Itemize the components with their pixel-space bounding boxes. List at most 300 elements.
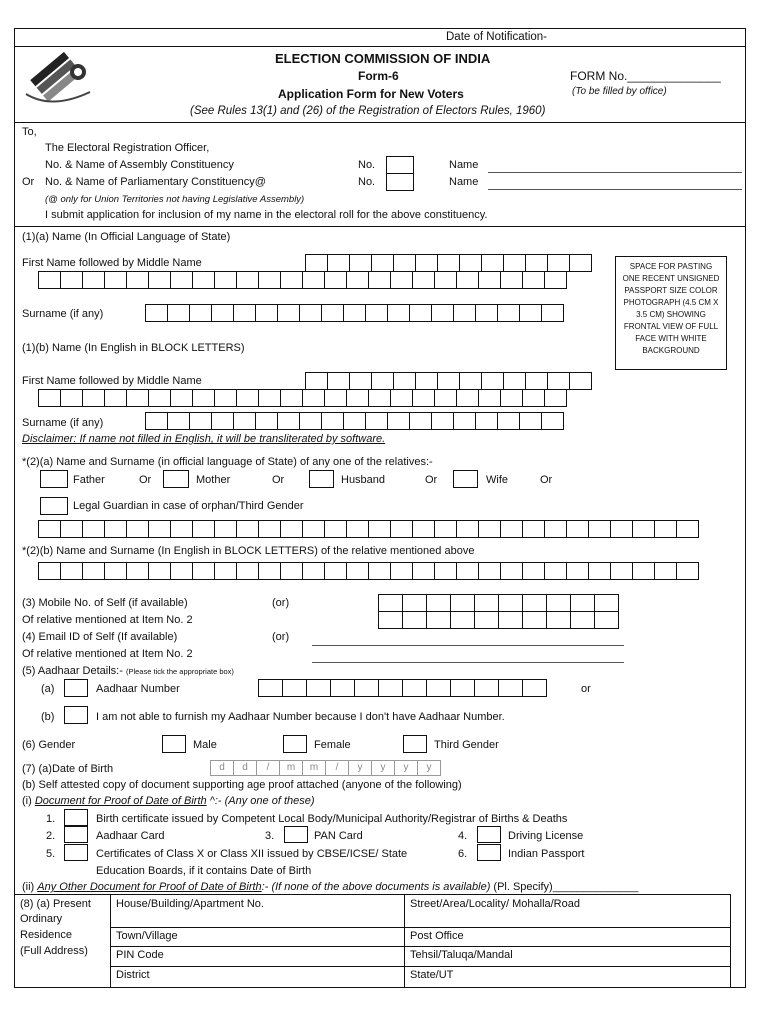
char-box[interactable] [324, 389, 347, 407]
char-box[interactable] [145, 412, 168, 430]
char-box[interactable] [522, 611, 547, 629]
char-box[interactable] [522, 594, 547, 612]
char-box[interactable] [478, 389, 501, 407]
char-box[interactable] [431, 304, 454, 322]
char-box[interactable] [390, 271, 413, 289]
char-box[interactable] [306, 679, 331, 697]
proof-item-2-checkbox[interactable] [64, 826, 88, 843]
proof-item-4-num: 4. [458, 830, 468, 842]
mobile-label: (3) Mobile No. of Self (if available) [22, 597, 188, 609]
char-box[interactable] [145, 304, 168, 322]
proof-item-5-continuation: Education Boards, if it contains Date of Birth [96, 865, 312, 877]
to-label: To, [22, 126, 37, 138]
char-box[interactable] [280, 562, 303, 580]
char-box[interactable] [368, 271, 391, 289]
char-box[interactable] [610, 520, 633, 538]
char-box[interactable] [258, 562, 281, 580]
char-box[interactable] [192, 520, 215, 538]
char-box[interactable] [500, 562, 523, 580]
residence-label-1: (8) (a) Present [20, 898, 91, 910]
char-box[interactable] [170, 562, 193, 580]
proof-item-3-checkbox[interactable] [284, 826, 308, 843]
char-box[interactable] [426, 594, 451, 612]
char-box[interactable] [519, 412, 542, 430]
char-box[interactable] [211, 412, 234, 430]
char-box[interactable] [82, 520, 105, 538]
char-box[interactable] [126, 389, 149, 407]
district-field[interactable]: District [116, 969, 150, 981]
char-box[interactable] [170, 389, 193, 407]
char-box[interactable] [354, 679, 379, 697]
dob-box[interactable]: d [233, 760, 257, 776]
char-box[interactable] [387, 412, 410, 430]
char-box[interactable] [378, 611, 403, 629]
self-attested-label: (b) Self attested copy of document supporting age proof attached (anyone of the following) [22, 779, 462, 791]
char-box[interactable] [38, 562, 61, 580]
char-box[interactable] [570, 611, 595, 629]
dob-box[interactable]: y [394, 760, 418, 776]
char-box[interactable] [321, 304, 344, 322]
email-relative-field[interactable] [312, 662, 624, 663]
char-box[interactable] [434, 389, 457, 407]
char-box[interactable] [255, 412, 278, 430]
other-proof-suffix: :- (If none of the above documents is available) [261, 881, 491, 893]
char-box[interactable] [167, 304, 190, 322]
char-box[interactable] [456, 520, 479, 538]
husband-checkbox[interactable] [309, 470, 334, 488]
name-english-heading: (1)(b) Name (In English in BLOCK LETTERS) [22, 342, 245, 354]
char-box[interactable] [450, 611, 475, 629]
char-box[interactable] [126, 520, 149, 538]
char-box[interactable] [38, 389, 61, 407]
char-box[interactable] [412, 520, 435, 538]
proof-item-6-label: Indian Passport [508, 848, 585, 860]
post-office-field[interactable]: Post Office [410, 930, 464, 942]
char-box[interactable] [258, 271, 281, 289]
char-box[interactable] [474, 611, 499, 629]
dob-box[interactable]: y [348, 760, 372, 776]
char-box[interactable] [214, 520, 237, 538]
char-box[interactable] [302, 562, 325, 580]
char-box[interactable] [104, 271, 127, 289]
char-box[interactable] [280, 389, 303, 407]
char-box[interactable] [522, 679, 547, 697]
char-box[interactable] [566, 520, 589, 538]
assembly-no-label: No. [358, 159, 376, 171]
char-box[interactable] [192, 389, 215, 407]
char-box[interactable] [302, 520, 325, 538]
char-box[interactable] [236, 562, 259, 580]
proof-item-4-checkbox[interactable] [477, 826, 501, 843]
char-box[interactable] [474, 679, 499, 697]
proof-item-2-num: 2. [46, 830, 56, 842]
char-box[interactable] [126, 562, 149, 580]
char-box[interactable] [500, 389, 523, 407]
char-box[interactable] [503, 254, 526, 272]
relative-heading-a: *(2)(a) Name and Surname (in official language of State) of any one of the relatives:- [22, 456, 433, 468]
char-box[interactable] [280, 271, 303, 289]
char-box[interactable] [393, 254, 416, 272]
char-box[interactable] [426, 679, 451, 697]
char-box[interactable] [459, 372, 482, 390]
char-box[interactable] [305, 254, 328, 272]
proof-item-2-label: Aadhaar Card [96, 830, 165, 842]
surname-official-grid[interactable] [145, 304, 563, 322]
guardian-checkbox[interactable] [40, 497, 68, 515]
mobile-grid-row1[interactable] [378, 594, 618, 612]
char-box[interactable] [498, 594, 523, 612]
char-box[interactable] [522, 271, 545, 289]
char-box[interactable] [170, 271, 193, 289]
char-box[interactable] [148, 520, 171, 538]
char-box[interactable] [426, 611, 451, 629]
char-box[interactable] [402, 611, 427, 629]
mobile-grid-row2[interactable] [378, 611, 618, 629]
char-box[interactable] [343, 412, 366, 430]
char-box[interactable] [544, 271, 567, 289]
aadhaar-a-label: (a) [41, 683, 55, 695]
char-box[interactable] [60, 271, 83, 289]
char-box[interactable] [349, 372, 372, 390]
char-box[interactable] [305, 372, 328, 390]
char-box[interactable] [474, 594, 499, 612]
dob-box[interactable]: m [279, 760, 303, 776]
char-box[interactable] [453, 412, 476, 430]
char-box[interactable] [544, 389, 567, 407]
state-field[interactable]: State/UT [410, 969, 454, 981]
char-box[interactable] [541, 304, 564, 322]
female-checkbox[interactable] [283, 735, 307, 753]
parliamentary-name-field[interactable] [488, 189, 742, 190]
char-box[interactable] [478, 520, 501, 538]
dob-input[interactable] [210, 760, 440, 776]
char-box[interactable] [459, 254, 482, 272]
char-box[interactable] [500, 271, 523, 289]
first-name-official-grid-row2[interactable] [38, 271, 566, 289]
char-box[interactable] [569, 372, 592, 390]
town-field[interactable]: Town/Village [116, 930, 178, 942]
male-checkbox[interactable] [162, 735, 186, 753]
char-box[interactable] [500, 520, 523, 538]
char-box[interactable] [192, 562, 215, 580]
dob-box[interactable]: y [417, 760, 441, 776]
char-box[interactable] [192, 271, 215, 289]
char-box[interactable] [453, 304, 476, 322]
proof-heading [22, 796, 315, 807]
char-box[interactable] [258, 389, 281, 407]
first-name-official-grid-row1[interactable] [305, 254, 591, 272]
char-box[interactable] [412, 389, 435, 407]
char-box[interactable] [378, 594, 403, 612]
char-box[interactable] [409, 304, 432, 322]
char-box[interactable] [594, 594, 619, 612]
aadhaar-heading [22, 666, 234, 677]
date-of-notification: Date of Notification- [446, 31, 547, 43]
char-box[interactable] [365, 304, 388, 322]
char-box[interactable] [302, 271, 325, 289]
char-box[interactable] [610, 562, 633, 580]
proof-item-1-num: 1. [46, 813, 56, 825]
char-box[interactable] [60, 389, 83, 407]
char-box[interactable] [544, 520, 567, 538]
char-box[interactable] [324, 271, 347, 289]
char-box[interactable] [412, 562, 435, 580]
char-box[interactable] [475, 412, 498, 430]
char-box[interactable] [60, 562, 83, 580]
char-box[interactable] [497, 304, 520, 322]
char-box[interactable] [214, 271, 237, 289]
char-box[interactable] [38, 271, 61, 289]
char-box[interactable] [233, 304, 256, 322]
proof-item-3-label: PAN Card [314, 830, 363, 842]
char-box[interactable] [434, 562, 457, 580]
parliamentary-label: No. & Name of Parliamentary Constituency@ [45, 176, 266, 188]
char-box[interactable] [236, 271, 259, 289]
char-box[interactable] [456, 389, 479, 407]
email-field[interactable] [312, 645, 624, 646]
dob-separator: / [325, 760, 349, 776]
char-box[interactable] [236, 520, 259, 538]
father-checkbox[interactable] [40, 470, 68, 488]
char-box[interactable] [409, 412, 432, 430]
wife-checkbox[interactable] [453, 470, 478, 488]
commission-title: ELECTION COMMISSION OF INDIA [275, 51, 491, 66]
char-box[interactable] [327, 254, 350, 272]
char-box[interactable] [189, 412, 212, 430]
parliamentary-name-label: Name [449, 176, 479, 188]
char-box[interactable] [189, 304, 212, 322]
char-box[interactable] [588, 562, 611, 580]
char-box[interactable] [324, 562, 347, 580]
char-box[interactable] [390, 562, 413, 580]
residence-label-4: (Full Address) [20, 945, 88, 957]
char-box[interactable] [390, 520, 413, 538]
husband-label: Husband [341, 474, 386, 486]
surname-label-official: Surname (if any) [22, 308, 104, 320]
char-box[interactable] [371, 254, 394, 272]
char-box[interactable] [541, 412, 564, 430]
street-field[interactable]: Street/Area/Locality/ Mohalla/Road [410, 898, 580, 910]
char-box[interactable] [148, 271, 171, 289]
dob-box[interactable]: d [210, 760, 234, 776]
char-box[interactable] [478, 271, 501, 289]
char-box[interactable] [302, 389, 325, 407]
char-box[interactable] [546, 594, 571, 612]
proof-item-6-checkbox[interactable] [477, 844, 501, 861]
char-box[interactable] [498, 679, 523, 697]
char-box[interactable] [594, 611, 619, 629]
third-gender-checkbox[interactable] [403, 735, 427, 753]
char-box[interactable] [104, 562, 127, 580]
char-box[interactable] [236, 389, 259, 407]
transliteration-disclaimer: Disclaimer: If name not filled in English, it will be transliterated by software. [22, 433, 386, 445]
char-box[interactable] [38, 520, 61, 538]
char-box[interactable] [434, 271, 457, 289]
char-box[interactable] [346, 520, 369, 538]
char-box[interactable] [497, 412, 520, 430]
char-box[interactable] [525, 372, 548, 390]
char-box[interactable] [632, 520, 655, 538]
char-box[interactable] [82, 389, 105, 407]
char-box[interactable] [475, 304, 498, 322]
parliamentary-no-field[interactable] [386, 173, 414, 191]
char-box[interactable] [456, 562, 479, 580]
char-box[interactable] [277, 304, 300, 322]
char-box[interactable] [434, 520, 457, 538]
char-box[interactable] [390, 389, 413, 407]
dob-separator: / [256, 760, 280, 776]
char-box[interactable] [299, 304, 322, 322]
char-box[interactable] [368, 562, 391, 580]
char-box[interactable] [60, 520, 83, 538]
char-box[interactable] [412, 271, 435, 289]
dob-box[interactable]: y [371, 760, 395, 776]
char-box[interactable] [456, 271, 479, 289]
char-box[interactable] [282, 679, 307, 697]
char-box[interactable] [437, 254, 460, 272]
first-middle-label-official: First Name followed by Middle Name [22, 257, 202, 269]
char-box[interactable] [126, 271, 149, 289]
char-box[interactable] [321, 412, 344, 430]
pin-code-field[interactable]: PIN Code [116, 949, 164, 961]
char-box[interactable] [211, 304, 234, 322]
char-box[interactable] [324, 520, 347, 538]
surname-english-grid[interactable] [145, 412, 563, 430]
char-box[interactable] [371, 372, 394, 390]
other-proof-prefix: (ii) [22, 881, 38, 893]
char-box[interactable] [450, 679, 475, 697]
char-box[interactable] [82, 562, 105, 580]
male-label: Male [193, 739, 217, 751]
char-box[interactable] [368, 389, 391, 407]
char-box[interactable] [233, 412, 256, 430]
tehsil-field[interactable]: Tehsil/Taluqa/Mandal [410, 949, 513, 961]
char-box[interactable] [478, 562, 501, 580]
char-box[interactable] [167, 412, 190, 430]
char-box[interactable] [299, 412, 322, 430]
char-box[interactable] [588, 520, 611, 538]
char-box[interactable] [569, 254, 592, 272]
char-box[interactable] [547, 254, 570, 272]
char-box[interactable] [437, 372, 460, 390]
char-box[interactable] [365, 412, 388, 430]
photo-space [615, 256, 727, 370]
proof-item-5-label: Certificates of Class X or Class XII issued by CBSE/ICSE/ State [96, 848, 408, 860]
aadhaar-number-grid[interactable] [258, 679, 546, 697]
char-box[interactable] [349, 254, 372, 272]
email-or: (or) [272, 631, 290, 643]
char-box[interactable] [654, 562, 677, 580]
first-name-english-grid-row1[interactable] [305, 372, 591, 390]
char-box[interactable] [498, 611, 523, 629]
char-box[interactable] [327, 372, 350, 390]
proof-item-4-label: Driving License [508, 830, 584, 842]
or-label-2: Or [272, 474, 285, 486]
char-box[interactable] [402, 594, 427, 612]
char-box[interactable] [544, 562, 567, 580]
char-box[interactable] [104, 520, 127, 538]
char-box[interactable] [522, 520, 545, 538]
char-box[interactable] [570, 594, 595, 612]
char-box[interactable] [387, 304, 410, 322]
char-box[interactable] [522, 562, 545, 580]
proof-item-5-checkbox[interactable] [64, 844, 88, 861]
aadhaar-number-checkbox[interactable] [64, 679, 88, 697]
char-box[interactable] [676, 562, 699, 580]
proof-item-1-label: Birth certificate issued by Competent Local Body/Municipal Authority/Registrar of Births & Deaths [96, 813, 568, 825]
char-box[interactable] [214, 389, 237, 407]
char-box[interactable] [148, 389, 171, 407]
char-box[interactable] [450, 594, 475, 612]
assembly-name-field[interactable] [488, 172, 742, 173]
char-box[interactable] [343, 304, 366, 322]
relative-english-grid[interactable] [38, 562, 698, 580]
gender-label: (6) Gender [22, 739, 76, 751]
char-box[interactable] [258, 520, 281, 538]
other-proof-heading: Any Other Document for Proof of Date of Birth [37, 881, 262, 893]
proof-item-5-num: 5. [46, 848, 56, 860]
char-box[interactable] [277, 412, 300, 430]
char-box[interactable] [170, 520, 193, 538]
form-name: Form-6 [358, 69, 399, 83]
char-box[interactable] [346, 271, 369, 289]
char-box[interactable] [546, 611, 571, 629]
relative-official-grid[interactable] [38, 520, 698, 538]
char-box[interactable] [525, 254, 548, 272]
char-box[interactable] [255, 304, 278, 322]
char-box[interactable] [522, 389, 545, 407]
first-name-english-grid-row2[interactable] [38, 389, 566, 407]
char-box[interactable] [214, 562, 237, 580]
char-box[interactable] [148, 562, 171, 580]
char-box[interactable] [519, 304, 542, 322]
aadhaar-heading-text: (5) Aadhaar Details:- [22, 665, 123, 677]
char-box[interactable] [676, 520, 699, 538]
no-aadhaar-checkbox[interactable] [64, 706, 88, 724]
char-box[interactable] [346, 562, 369, 580]
char-box[interactable] [566, 562, 589, 580]
char-box[interactable] [346, 389, 369, 407]
assembly-no-field[interactable] [386, 156, 414, 174]
char-box[interactable] [378, 679, 403, 697]
or-label-3: Or [425, 474, 438, 486]
char-box[interactable] [632, 562, 655, 580]
char-box[interactable] [481, 372, 504, 390]
third-gender-label: Third Gender [434, 739, 499, 751]
char-box[interactable] [481, 254, 504, 272]
proof-item-1-checkbox[interactable] [64, 809, 88, 826]
char-box[interactable] [415, 254, 438, 272]
char-box[interactable] [82, 271, 105, 289]
char-box[interactable] [258, 679, 283, 697]
char-box[interactable] [330, 679, 355, 697]
proof-heading-suffix: ^:- (Any one of these) [206, 795, 315, 807]
char-box[interactable] [368, 520, 391, 538]
char-box[interactable] [402, 679, 427, 697]
char-box[interactable] [393, 372, 416, 390]
char-box[interactable] [104, 389, 127, 407]
char-box[interactable] [280, 520, 303, 538]
char-box[interactable] [431, 412, 454, 430]
email-label: (4) Email ID of Self (If available) [22, 631, 178, 643]
char-box[interactable] [547, 372, 570, 390]
char-box[interactable] [503, 372, 526, 390]
mother-checkbox[interactable] [163, 470, 189, 488]
char-box[interactable] [654, 520, 677, 538]
char-box[interactable] [415, 372, 438, 390]
dob-box[interactable]: m [302, 760, 326, 776]
house-field[interactable]: House/Building/Apartment No. [116, 898, 264, 910]
